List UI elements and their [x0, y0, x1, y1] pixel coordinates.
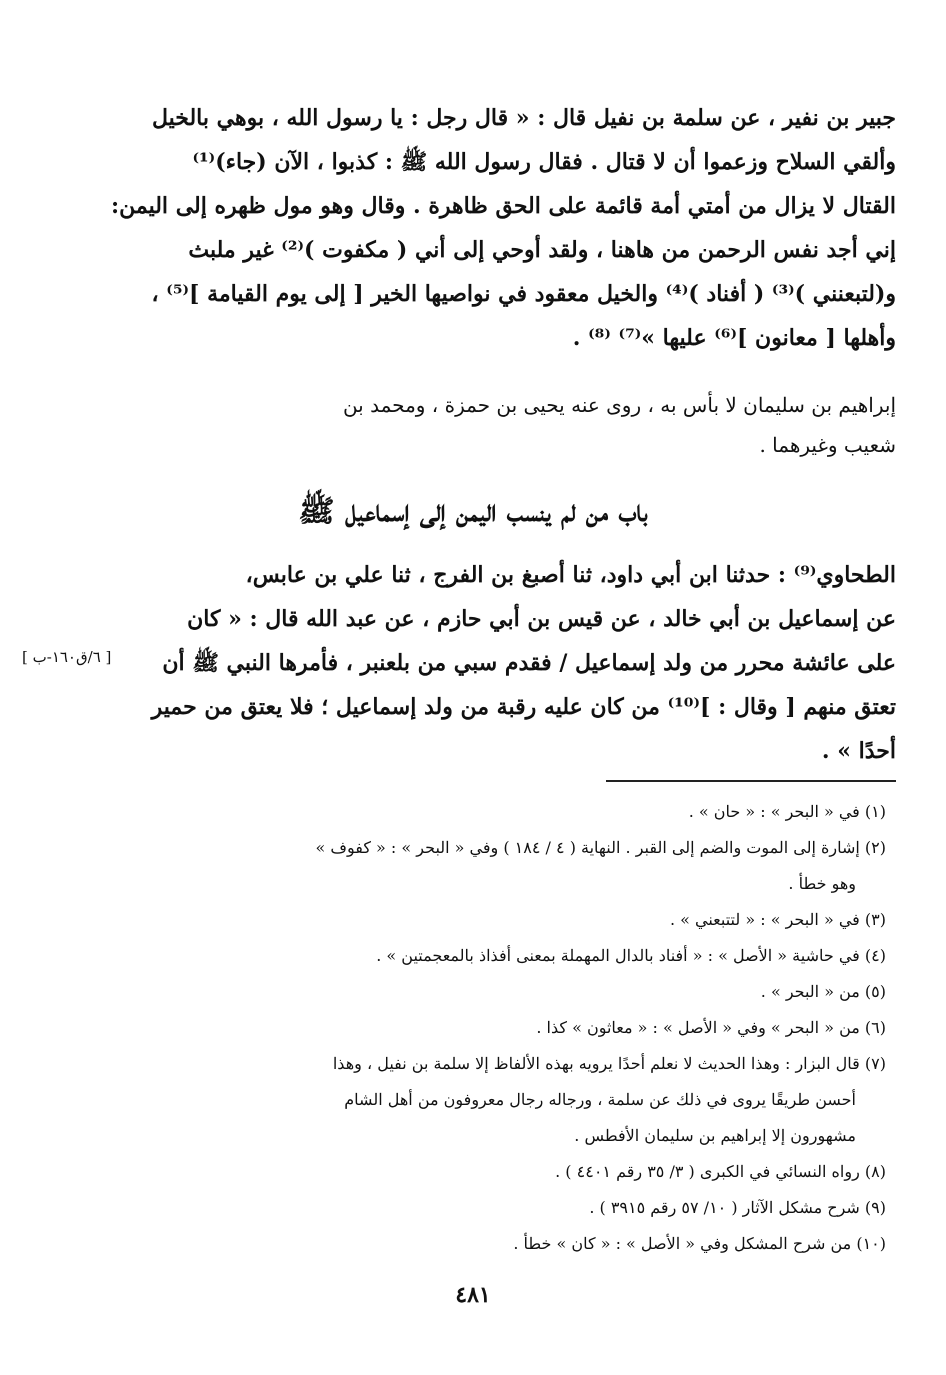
footnote: (٤) في حاشية « الأصل » : « أفناد بالدال المهملة بمعنى أفذاذ بالمعجمتين » . — [376, 946, 886, 965]
hadith-line: و(لتبعنني )⁽³⁾ ( أفناد )⁽⁴⁾ والخيل معقود في نواصيها الخير [ إلى يوم القيامة ]⁽⁵⁾ ، — [151, 281, 896, 307]
footnote: (٢) إشارة إلى الموت والضم إلى القبر . النهاية ( ٤ / ١٨٤ ) وفي « البحر » : « كفوف » — [315, 838, 886, 857]
footnote-continuation: وهو خطأ . — [788, 874, 856, 893]
narrator-note — [164, 385, 896, 465]
hadith-text — [111, 96, 896, 360]
chapter-title: باب من لم ينسب اليمن إلى إسماعيل ﷺ — [298, 494, 648, 529]
footnote: (٩) شرح مشكل الآثار ( ١٠/ ٥٧ رقم ٣٩١٥ ) . — [589, 1198, 886, 1217]
hadith-line: تعتق منهم [ وقال : ]⁽¹⁰⁾ من كان عليه رقبة من ولد إسماعيل ؛ فلا يعتق من حمير — [151, 694, 896, 720]
hadith-line: جبير بن نفير ، عن سلمة بن نفيل قال : « قال رجل : يا رسول الله ، بوهي بالخيل — [151, 105, 896, 131]
footnote: (١) في « البحر » : « حان » . — [688, 802, 886, 821]
footnote-divider — [606, 780, 896, 782]
hadith-line: إني أجد نفس الرحمن من هاهنا ، ولقد أوحي إلى أني ( مكفوت )⁽²⁾ غير ملبث — [188, 237, 896, 263]
hadith-line: عن إسماعيل بن أبي خالد ، عن قيس بن أبي حازم ، عن عبد الله قال : « كان — [187, 606, 896, 632]
hadith-line: أحدًا » . — [821, 738, 896, 764]
narrator-line: شعيب وغيرهما . — [759, 433, 896, 457]
page-number: ٤٨١ — [455, 1282, 491, 1308]
hadith-line: وألقي السلاح وزعموا أن لا قتال . فقال رسول الله ﷺ : كذبوا ، الآن (جاء)⁽¹⁾ — [192, 149, 896, 175]
hadith-line: وأهلها [ معانون ]⁽⁶⁾ عليها »⁽⁷⁾ ⁽⁸⁾ . — [572, 325, 896, 351]
footnote: (٦) من « البحر » وفي « الأصل » : « معاثون » كذا . — [536, 1018, 886, 1037]
tahawi-text — [151, 553, 896, 773]
hadith-line: الطحاوي⁽⁹⁾ : حدثنا ابن أبي داود، ثنا أصبغ بن الفرج ، ثنا علي بن عابس، — [245, 562, 896, 588]
narrator-line: إبراهيم بن سليمان لا بأس به ، روى عنه يحيى بن حمزة ، ومحمد بن — [342, 393, 896, 417]
footnotes — [186, 794, 886, 1262]
footnote: (١٠) من شرح المشكل وفي « الأصل » : « كان » خطأ . — [513, 1234, 886, 1253]
footnote: (٧) قال البزار : وهذا الحديث لا نعلم أحدًا يرويه بهذه الألفاظ إلا سلمة بن نفيل ، وهذا — [332, 1054, 886, 1073]
footnote-continuation: مشهورون إلا إبراهيم بن سليمان الأفطس . — [574, 1126, 856, 1145]
footnote: (٥) من « البحر » . — [760, 982, 886, 1001]
footnote: (٨) رواه النسائي في الكبرى ( ٣/ ٣٥ رقم ٤٤٠١ ) . — [555, 1162, 886, 1181]
footnote: (٣) في « البحر » : « لتتبعني » . — [669, 910, 886, 929]
manuscript-folio-note: [ ٦/ق١٦٠-ب ] — [22, 648, 112, 666]
footnote-continuation: أحسن طريقًا يروى في ذلك عن سلمة ، ورجاله رجال معروفون من أهل الشام — [344, 1090, 856, 1109]
hadith-line: القتال لا يزال من أمتي أمة قائمة على الحق ظاهرة . وقال وهو مول ظهره إلى اليمن: — [111, 193, 896, 219]
hadith-line: على عائشة محرر من ولد إسماعيل / فقدم سبي من بلعنبر ، فأمرها النبي ﷺ أن — [162, 650, 896, 676]
